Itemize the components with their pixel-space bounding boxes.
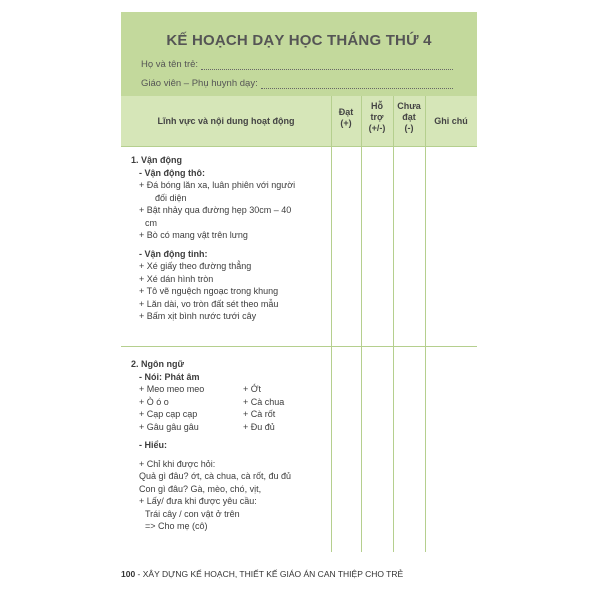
list-item: + Lăn dài, vo tròn đất sét theo mẫu (139, 298, 279, 309)
subsection-title: - Nói: Phát âm (139, 371, 200, 382)
list-item: + Lấy/ đưa khi được yêu cầu: (139, 496, 257, 506)
child-name-field (141, 59, 453, 70)
section-motor (131, 154, 331, 323)
row-divider (121, 146, 477, 147)
list-item: => Cho mẹ (cô) (145, 521, 208, 531)
list-item: + Bật nhảy qua đường hẹp 30cm – 40 (139, 205, 292, 215)
list-item: + Chỉ khi được hỏi: (139, 458, 216, 469)
header-hotro: Hỗ trợ (+/-) (368, 101, 386, 133)
list-item: Con gì đâu? Gà, mèo, chó, vịt, (139, 483, 262, 494)
header-activity: Lĩnh vực và nội dung hoạt động (157, 116, 295, 126)
list-item: + Đá bóng lăn xa, luân phiên với người (139, 180, 296, 190)
list-item: + Tô vẽ nguệch ngoạc trong khung (139, 286, 279, 296)
header-dat: Đạt (+) (338, 107, 354, 128)
list-item: + Cạp cạp cạp + Cà rốt (139, 409, 276, 419)
column-divider (331, 96, 332, 552)
teacher-line (261, 80, 453, 89)
list-item: + Bấm xịt bình nước tưới cây (139, 311, 257, 321)
column-divider (425, 96, 426, 552)
list-item: + Ò ó o + Cà chua (139, 396, 285, 407)
list-item: + Gâu gâu gâu + Đu đủ (139, 421, 275, 432)
child-name-label: Họ và tên trẻ: (141, 59, 199, 70)
row-divider (121, 346, 477, 347)
subsection-title: - Vận động thô: (139, 167, 205, 178)
column-divider (393, 96, 394, 552)
section-title: 1. Vận động (131, 155, 183, 165)
list-item: Quả gì đâu? ớt, cà chua, cà rốt, đu đủ (139, 471, 291, 481)
lesson-plan-page (121, 12, 477, 552)
teacher-field (141, 78, 453, 89)
page-number: 100 (121, 569, 136, 579)
section-language (131, 358, 331, 533)
footer-text: - XÂY DỰNG KẾ HOẠCH, THIẾT KẾ GIÁO ÁN CAN THIỆP CHO TRẺ (135, 569, 404, 579)
page-title: KẾ HOẠCH DẠY HỌC THÁNG THỨ 4 (166, 32, 432, 49)
list-item: + Xé giấy theo đường thẳng (139, 261, 252, 271)
list-item: + Bò có mang vật trên lưng (139, 230, 248, 240)
header-ghichu: Ghi chú (434, 116, 468, 126)
list-item: đối diện (155, 192, 187, 203)
subsection-title: - Hiểu: (139, 440, 167, 450)
list-item: cm (145, 217, 157, 228)
subsection-title: - Vận động tinh: (139, 248, 208, 259)
column-divider (361, 96, 362, 552)
child-name-line (201, 61, 453, 70)
header-chuadat: Chưa đạt (-) (397, 101, 421, 133)
teacher-label: Giáo viên – Phụ huynh dạy: (141, 78, 258, 89)
list-item: + Meo meo meo + Ớt (139, 384, 261, 394)
list-item: Trái cây / con vật ở trên (145, 508, 240, 519)
section-title: 2. Ngôn ngữ (131, 359, 185, 369)
page-footer (121, 569, 501, 579)
list-item: + Xé dán hình tròn (139, 273, 214, 284)
